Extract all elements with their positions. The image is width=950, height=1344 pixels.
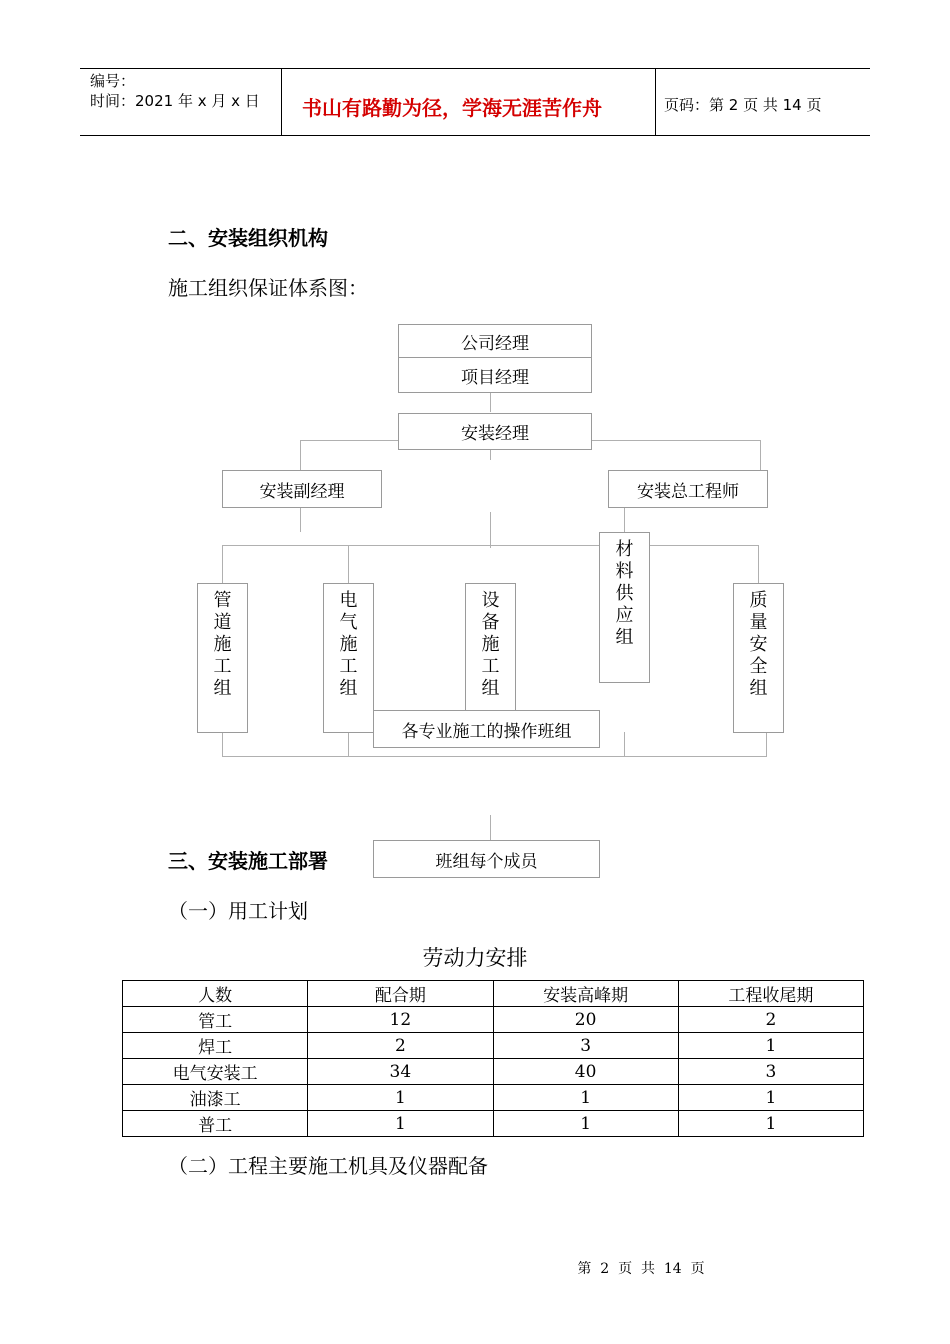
table-cell: 12 xyxy=(308,1007,493,1033)
table-row xyxy=(123,1033,864,1059)
connector xyxy=(758,545,759,583)
header-page-number: 页码：第 2 页 共 14 页 xyxy=(664,96,822,114)
header-divider-right xyxy=(655,68,656,135)
table-cell: 焊工 xyxy=(123,1033,308,1059)
header-top-rule xyxy=(80,68,870,69)
connector xyxy=(624,507,625,532)
connector xyxy=(222,756,767,757)
table-cell: 20 xyxy=(493,1007,678,1033)
table-cell: 2 xyxy=(678,1007,863,1033)
table-row xyxy=(123,1059,864,1085)
table-cell: 1 xyxy=(678,1033,863,1059)
table-cell: 油漆工 xyxy=(123,1085,308,1111)
table-cell: 3 xyxy=(493,1033,678,1059)
table-header-cell: 配合期 xyxy=(308,981,493,1007)
connector xyxy=(490,450,491,460)
header-date: 时间：2021 年 x 月 x 日 xyxy=(90,92,260,110)
connector xyxy=(222,545,759,546)
table-cell: 1 xyxy=(678,1111,863,1137)
org-team-members: 班组每个成员 xyxy=(373,840,600,878)
connector xyxy=(624,732,625,757)
table-cell: 1 xyxy=(678,1085,863,1111)
connector xyxy=(222,732,223,757)
org-install-manager: 安装经理 xyxy=(398,413,592,450)
org-deputy-manager: 安装副经理 xyxy=(222,470,382,508)
table-cell: 1 xyxy=(308,1111,493,1137)
table-cell: 34 xyxy=(308,1059,493,1085)
labor-plan-heading: （一）用工计划 xyxy=(168,899,308,923)
table-cell: 1 xyxy=(493,1085,678,1111)
table-cell: 1 xyxy=(493,1111,678,1137)
equipment-heading: （二）工程主要施工机具及仪器配备 xyxy=(168,1154,488,1178)
connector xyxy=(348,545,349,583)
org-group-quality-safety: 质 量 安 全 组 xyxy=(733,583,784,733)
table-row xyxy=(123,1007,864,1033)
page-footer: 第 2 页 共 14 页 xyxy=(577,1261,705,1277)
table-cell: 2 xyxy=(308,1033,493,1059)
header-code: 编号： xyxy=(90,72,136,90)
table-cell: 普工 xyxy=(123,1111,308,1137)
table-cell: 管工 xyxy=(123,1007,308,1033)
org-group-electrical: 电 气 施 工 组 xyxy=(323,583,374,733)
table-header-row xyxy=(123,981,864,1007)
connector xyxy=(490,392,491,412)
org-chief-engineer: 安装总工程师 xyxy=(608,470,768,508)
connector xyxy=(300,440,301,470)
table-header-cell: 人数 xyxy=(123,981,308,1007)
header-divider-left xyxy=(281,68,282,135)
table-cell: 电气安装工 xyxy=(123,1059,308,1085)
labor-table-title: 劳动力安排 xyxy=(422,946,528,970)
connector xyxy=(348,732,349,757)
header-motto: 书山有路勤为径，学海无涯苦作舟 xyxy=(302,96,602,120)
section-2-subtitle: 施工组织保证体系图： xyxy=(168,276,368,300)
connector xyxy=(490,815,491,840)
org-project-manager: 项目经理 xyxy=(398,357,592,393)
connector xyxy=(766,732,767,757)
org-group-materials: 材 料 供 应 组 xyxy=(599,532,650,683)
org-group-pipe: 管 道 施 工 组 xyxy=(197,583,248,733)
connector xyxy=(300,507,301,532)
header-bottom-rule xyxy=(80,135,870,136)
org-company-manager: 公司经理 xyxy=(398,324,592,358)
table-header-cell: 工程收尾期 xyxy=(678,981,863,1007)
table-cell: 1 xyxy=(308,1085,493,1111)
section-2-title: 二、安装组织机构 xyxy=(168,226,328,250)
table-cell: 3 xyxy=(678,1059,863,1085)
table-cell: 40 xyxy=(493,1059,678,1085)
org-operation-teams: 各专业施工的操作班组 xyxy=(373,710,600,748)
section-3-title: 三、安装施工部署 xyxy=(168,849,328,873)
table-row xyxy=(123,1085,864,1111)
org-group-equipment: 设 备 施 工 组 xyxy=(465,583,516,733)
connector xyxy=(490,512,491,548)
labor-table xyxy=(122,980,864,1137)
table-header-cell: 安装高峰期 xyxy=(493,981,678,1007)
connector xyxy=(760,440,761,470)
table-row xyxy=(123,1111,864,1137)
connector xyxy=(222,545,223,583)
